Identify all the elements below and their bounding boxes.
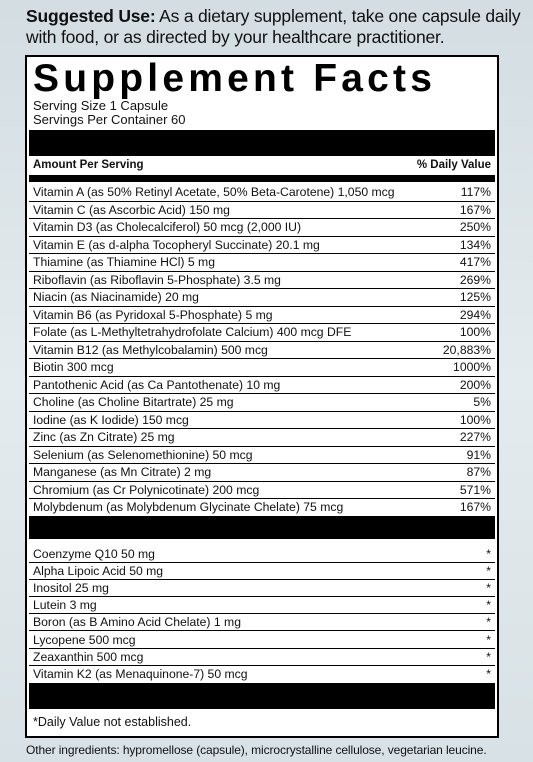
nutrient-row: [29, 632, 495, 649]
nutrient-name: Pantothenic Acid (as Ca Pantothenate) 10 mg: [33, 377, 281, 392]
nutrient-row: [29, 237, 495, 255]
nutrient-daily-value: *: [486, 581, 491, 596]
nutrient-row: [29, 464, 495, 482]
nutrient-daily-value: 5%: [473, 395, 491, 409]
nutrient-name: Thiamine (as Thiamine HCl) 5 mg: [33, 255, 215, 269]
nutrient-name: Zeaxanthin 500 mcg: [33, 649, 144, 664]
nutrient-row: [29, 649, 495, 666]
nutrient-daily-value: 20,883%: [442, 342, 491, 357]
nutrient-row: [29, 359, 495, 377]
nutrient-daily-value: *: [486, 632, 491, 647]
suggested-use: [26, 6, 526, 48]
nutrient-name: Riboflavin (as Riboflavin 5-Phosphate) 3.5 mg: [33, 272, 281, 287]
nutrient-daily-value: *: [486, 666, 491, 681]
nutrient-daily-value: 87%: [466, 465, 491, 479]
nutrient-daily-value: 167%: [459, 500, 491, 514]
nutrient-name: Vitamin C (as Ascorbic Acid) 150 mg: [33, 202, 230, 217]
panel-title: Supplement Facts: [33, 57, 437, 100]
nutrient-name: Alpha Lipoic Acid 50 mg: [33, 564, 164, 579]
nutrient-daily-value: 125%: [459, 290, 491, 304]
nutrient-row: [29, 482, 495, 500]
header-divider: [29, 175, 495, 182]
nutrient-name: Manganese (as Mn Citrate) 2 mg: [33, 465, 212, 479]
nutrient-name: Iodine (as K Iodide) 150 mcg: [33, 412, 189, 427]
nutrient-name: Inositol 25 mg: [33, 581, 109, 596]
footnote: *Daily Value not established.: [33, 715, 192, 729]
nutrient-name: Choline (as Choline Bitartrate) 25 mg: [33, 395, 234, 409]
nutrient-row: [29, 394, 495, 412]
nutrient-daily-value: 100%: [459, 325, 491, 339]
nutrient-row: [29, 447, 495, 465]
nutrient-row: [29, 546, 495, 563]
nutrient-row: [29, 272, 495, 290]
nutrient-row: [29, 202, 495, 220]
nutrient-name: Vitamin B6 (as Pyridoxal 5-Phosphate) 5 mg: [33, 307, 273, 322]
nutrient-daily-value: *: [486, 547, 491, 561]
nutrient-row: [29, 324, 495, 342]
nutrient-name: Selenium (as Selenomethionine) 50 mcg: [33, 447, 253, 462]
supplement-facts-panel: [25, 55, 499, 738]
nutrient-name: Lutein 3 mg: [33, 598, 97, 613]
nutrient-daily-value: 417%: [459, 255, 491, 269]
nutrient-daily-value: 100%: [459, 412, 491, 427]
suggested-use-label: Suggested Use:: [26, 6, 156, 26]
nutrient-row: [29, 184, 495, 202]
nutrient-daily-value: *: [486, 615, 491, 630]
nutrient-row: [29, 614, 495, 631]
nutrient-daily-value: *: [486, 598, 491, 613]
serving-size: Serving Size 1 Capsule: [33, 98, 169, 113]
nutrient-name: Vitamin D3 (as Cholecalciferol) 50 mcg (2,000 IU): [33, 220, 302, 234]
bottom-divider: [29, 683, 495, 709]
nutrient-name: Folate (as L-Methyltetrahydrofolate Calcium) 400 mcg DFE: [33, 325, 352, 339]
nutrient-name: Lycopene 500 mcg: [33, 632, 136, 647]
nutrient-name: Boron (as B Amino Acid Chelate) 1 mg: [33, 615, 241, 630]
nutrient-row: [29, 254, 495, 272]
nutrient-name: Vitamin B12 (as Methylcobalamin) 500 mcg: [33, 342, 268, 357]
thick-divider: [29, 130, 495, 156]
nutrient-row: [29, 342, 495, 360]
nutrient-daily-value: 571%: [459, 482, 491, 497]
daily-value-label: % Daily Value: [416, 159, 491, 171]
nutrient-daily-value: 117%: [460, 185, 491, 199]
nutrient-row: [29, 289, 495, 307]
nutrient-row: [29, 597, 495, 614]
nutrient-daily-value: 269%: [459, 272, 491, 287]
nutrient-daily-value: 134%: [459, 237, 491, 252]
nutrient-daily-value: 167%: [459, 202, 491, 217]
nutrient-row: [29, 666, 495, 682]
nutrient-row: [29, 219, 495, 237]
nutrient-name: Vitamin A (as 50% Retinyl Acetate, 50% Beta-Carotene) 1,050 mcg: [33, 185, 395, 199]
nutrient-daily-value: 200%: [459, 377, 491, 392]
amount-header-row: [33, 159, 491, 171]
other-ingredients: Other ingredients: hypromellose (capsule), microcrystalline cellulose, vegetarian leucine.: [26, 743, 487, 757]
nutrient-daily-value: *: [486, 649, 491, 664]
nutrient-daily-value: 294%: [459, 307, 491, 322]
nutrient-name: Vitamin E (as d-alpha Tocopheryl Succinate) 20.1 mg: [33, 237, 320, 252]
nutrient-row: [29, 377, 495, 395]
nutrient-row: [29, 412, 495, 430]
nutrient-name: Coenzyme Q10 50 mg: [33, 547, 155, 561]
nutrient-name: Chromium (as Cr Polynicotinate) 200 mcg: [33, 482, 260, 497]
nutrient-daily-value: 91%: [466, 447, 491, 462]
nutrient-row: [29, 307, 495, 325]
nutrient-row: [29, 429, 495, 447]
servings-per-container: Servings Per Container 60: [33, 112, 186, 127]
nutrient-daily-value: 227%: [459, 430, 491, 444]
nutrient-daily-value: *: [486, 564, 491, 579]
nutrient-name: Biotin 300 mcg: [33, 360, 114, 374]
nutrient-name: Zinc (as Zn Citrate) 25 mg: [33, 430, 175, 444]
nutrient-name: Niacin (as Niacinamide) 20 mg: [33, 290, 199, 304]
nutrient-daily-value: 1000%: [453, 360, 491, 374]
nutrient-row: [29, 499, 495, 516]
suggested-use-text: As a dietary supplement, take one capsule daily with food, or as directed by your healthcare practitioner.: [26, 6, 521, 47]
amount-per-serving-label: Amount Per Serving: [33, 159, 144, 171]
section-divider: [29, 516, 495, 539]
nutrient-name: Molybdenum (as Molybdenum Glycinate Chelate) 75 mcg: [33, 500, 344, 514]
nutrient-row: [29, 563, 495, 580]
nutrient-row: [29, 580, 495, 597]
nutrient-name: Vitamin K2 (as Menaquinone-7) 50 mcg: [33, 666, 248, 681]
nutrient-daily-value: 250%: [459, 220, 491, 234]
